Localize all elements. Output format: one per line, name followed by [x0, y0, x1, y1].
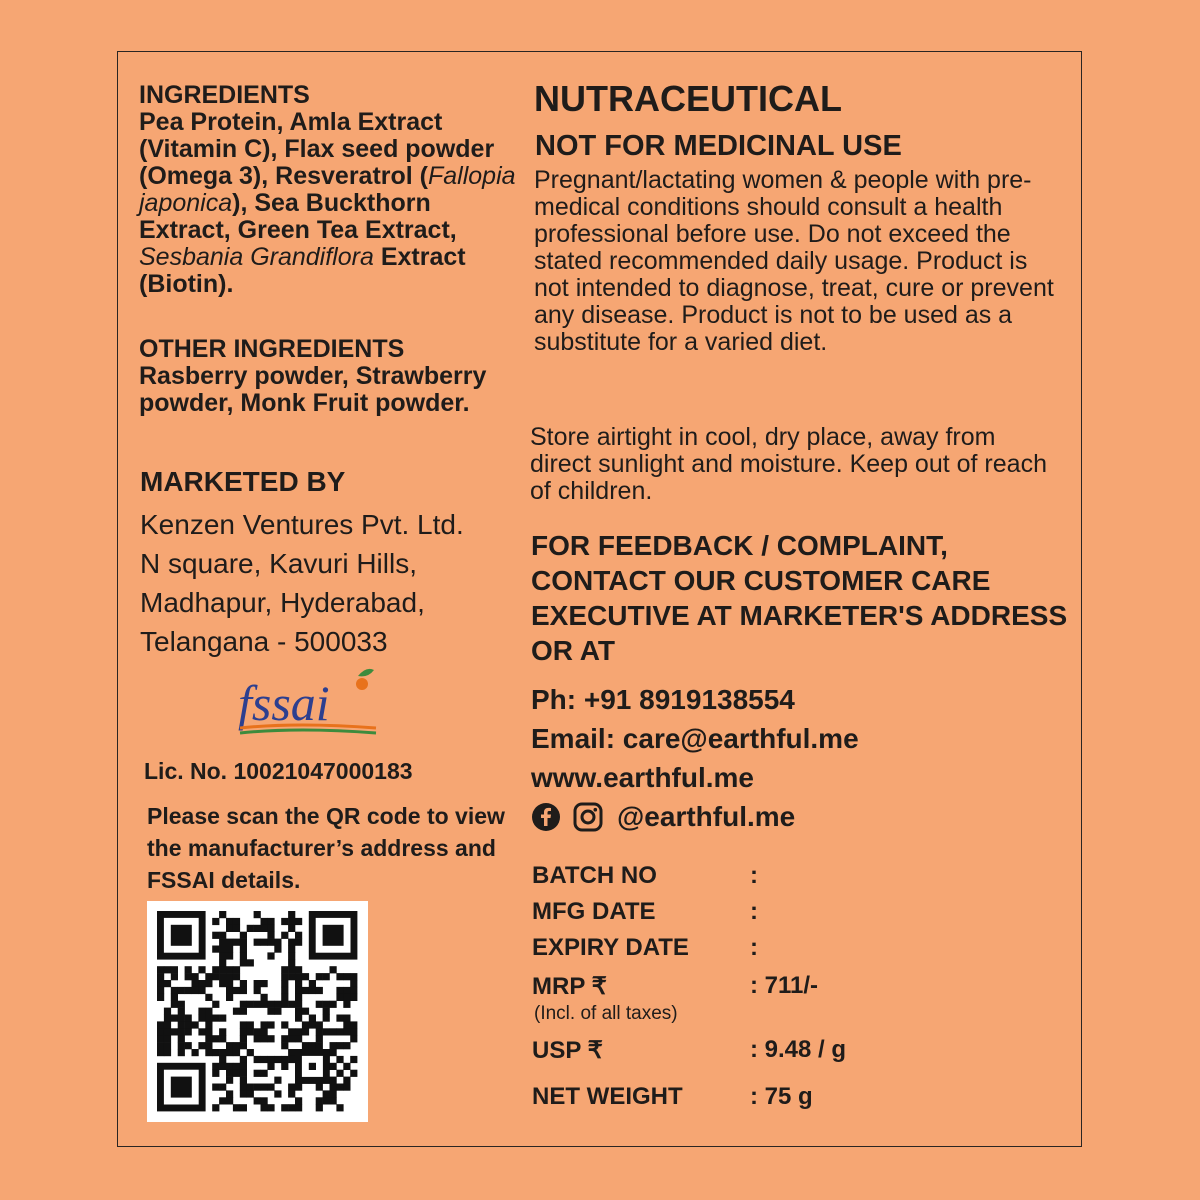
- batch-no-label: BATCH NO: [532, 862, 657, 889]
- net-weight-value: : 75 g: [750, 1083, 813, 1110]
- fssai-logo: [238, 666, 378, 736]
- ingredients-text-part: Extract (Biotin).: [139, 243, 466, 298]
- expiry-date-value: :: [750, 934, 758, 961]
- ingredients-text-part: ), Sea Buckthorn Extract, Green Tea Extract,: [139, 189, 457, 244]
- other-ingredients-block: [139, 336, 519, 417]
- ingredients-heading: INGREDIENTS: [139, 81, 310, 109]
- website-link[interactable]: www.earthful.me: [531, 762, 755, 793]
- ingredients-botanical-name: Fallopia japonica: [139, 162, 516, 217]
- mrp-label: MRP ₹: [532, 973, 607, 1000]
- address-line: Kenzen Ventures Pvt. Ltd.: [140, 509, 464, 540]
- ingredients-block: [139, 82, 519, 298]
- storage-instructions: Store airtight in cool, dry place, away from direct sunlight and moisture. Keep out of reach of children.: [530, 423, 1047, 505]
- mrp-tax-note: (Incl. of all taxes): [534, 1003, 678, 1024]
- nutraceutical-heading: NUTRACEUTICAL: [534, 78, 842, 119]
- mrp-value: : 711/-: [750, 972, 819, 999]
- instagram-icon[interactable]: [573, 802, 603, 832]
- not-medicinal-heading: NOT FOR MEDICINAL USE: [535, 130, 902, 162]
- fssai-dot-icon: [356, 678, 368, 690]
- ingredients-botanical-name: Sesbania Grandiflora: [139, 243, 374, 271]
- usp-value: : 9.48 / g: [750, 1036, 847, 1063]
- social-handle[interactable]: @earthful.me: [617, 801, 796, 832]
- address-line: Madhapur, Hyderabad,: [140, 587, 425, 618]
- phone-number[interactable]: Ph: +91 8919138554: [531, 684, 795, 715]
- license-number: Lic. No. 10021047000183: [144, 758, 413, 784]
- health-warning-text: Pregnant/lactating women & people with pre-medical conditions should consult a health professional before use. Do not exceed the stated recommended daily usage. Product is not intended to diagnose, treat, cure or prevent any disease. Product is not to be used as a substitute for a varied diet.: [534, 166, 1054, 356]
- mfg-date-value: :: [750, 898, 758, 925]
- email-address[interactable]: Email: care@earthful.me: [531, 723, 859, 754]
- fssai-leaf-icon: [358, 669, 374, 677]
- usp-label: USP ₹: [532, 1037, 603, 1064]
- batch-no-value: :: [750, 862, 758, 889]
- fssai-logo-text: fssai: [238, 675, 330, 731]
- mfg-date-label: MFG DATE: [532, 898, 656, 925]
- feedback-heading: FOR FEEDBACK / COMPLAINT, CONTACT OUR CUSTOMER CARE EXECUTIVE AT MARKETER'S ADDRESS OR AT: [531, 530, 1068, 666]
- address-line: N square, Kavuri Hills,: [140, 548, 417, 579]
- qr-code[interactable]: [147, 901, 368, 1122]
- other-ingredients-text: Rasberry powder, Strawberry powder, Monk Fruit powder.: [139, 362, 487, 417]
- other-ingredients-heading: OTHER INGREDIENTS: [139, 335, 405, 363]
- expiry-date-label: EXPIRY DATE: [532, 934, 689, 961]
- marketed-by-heading: MARKETED BY: [140, 466, 346, 497]
- facebook-icon[interactable]: [531, 802, 561, 832]
- qr-scan-note: Please scan the QR code to view the manufacturer’s address and FSSAI details.: [147, 803, 505, 893]
- address-line: Telangana - 500033: [140, 626, 388, 657]
- net-weight-label: NET WEIGHT: [532, 1083, 683, 1110]
- social-row: [531, 801, 795, 833]
- ingredients-text: [139, 109, 519, 298]
- ingredients-text-part: Pea Protein, Amla Extract (Vitamin C), Flax seed powder (Omega 3), Resveratrol (: [139, 108, 495, 190]
- fssai-logo-swoosh-green: [240, 730, 376, 733]
- marketer-address: [140, 505, 464, 661]
